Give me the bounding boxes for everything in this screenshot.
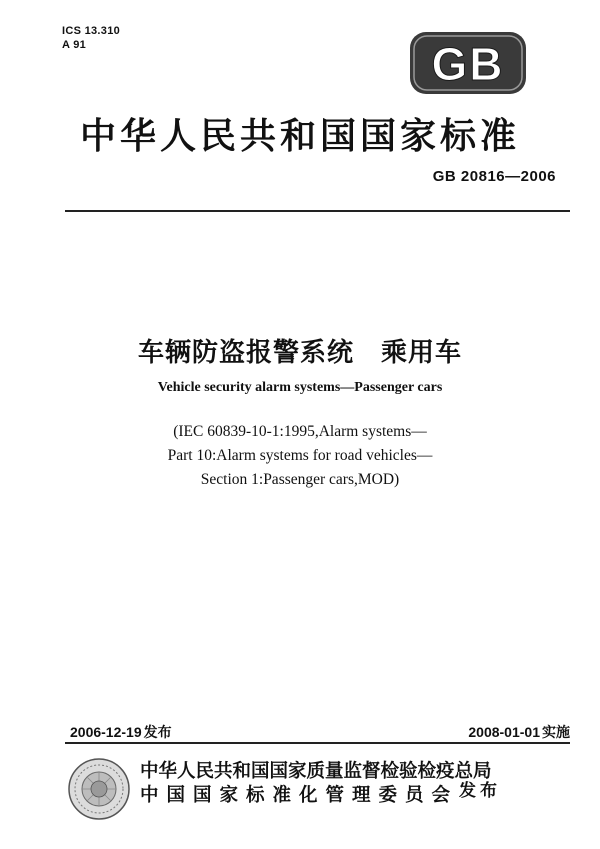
ics-code: ICS 13.310 bbox=[62, 25, 121, 37]
equivalence-line-2: Part 10:Alarm systems for road vehicles— bbox=[167, 447, 433, 464]
document-title-cn: 车辆防盗报警系统 乘用车 bbox=[137, 338, 462, 368]
implement-date bbox=[468, 722, 570, 742]
equivalence-statement bbox=[0, 420, 600, 492]
equivalence-line-3: Section 1:Passenger cars,MOD) bbox=[200, 471, 400, 488]
issue-label: 发布 bbox=[459, 781, 501, 801]
issuing-authorities bbox=[140, 760, 492, 808]
issuer-line-1: 中华人民共和国国家质量监督检验检疫总局 bbox=[140, 761, 492, 782]
issuer-line-2: 中国国家标准化管理委员会 bbox=[140, 785, 459, 806]
standard-number: GB 20816—2006 bbox=[432, 168, 556, 185]
equivalence-line-1: (IEC 60839-10-1:1995,Alarm systems— bbox=[173, 423, 427, 440]
publish-date-value: 2006-12-19 bbox=[70, 724, 142, 740]
anti-counterfeit-seal bbox=[66, 756, 132, 822]
top-divider bbox=[65, 210, 570, 212]
document-title-en: Vehicle security alarm systems—Passenger cars bbox=[157, 380, 443, 395]
ccs-code: A 91 bbox=[62, 39, 87, 51]
standard-category-title: 中华人民共和国国家标准 bbox=[79, 116, 520, 157]
gb-logo-text: GB bbox=[431, 38, 505, 90]
implement-date-label: 实施 bbox=[542, 725, 570, 741]
classification-codes bbox=[62, 24, 120, 52]
publish-date bbox=[70, 722, 172, 742]
gb-logo bbox=[408, 30, 528, 96]
implement-date-value: 2008-01-01 bbox=[468, 724, 540, 740]
bottom-divider bbox=[65, 742, 570, 744]
publish-date-label: 发布 bbox=[143, 725, 172, 741]
